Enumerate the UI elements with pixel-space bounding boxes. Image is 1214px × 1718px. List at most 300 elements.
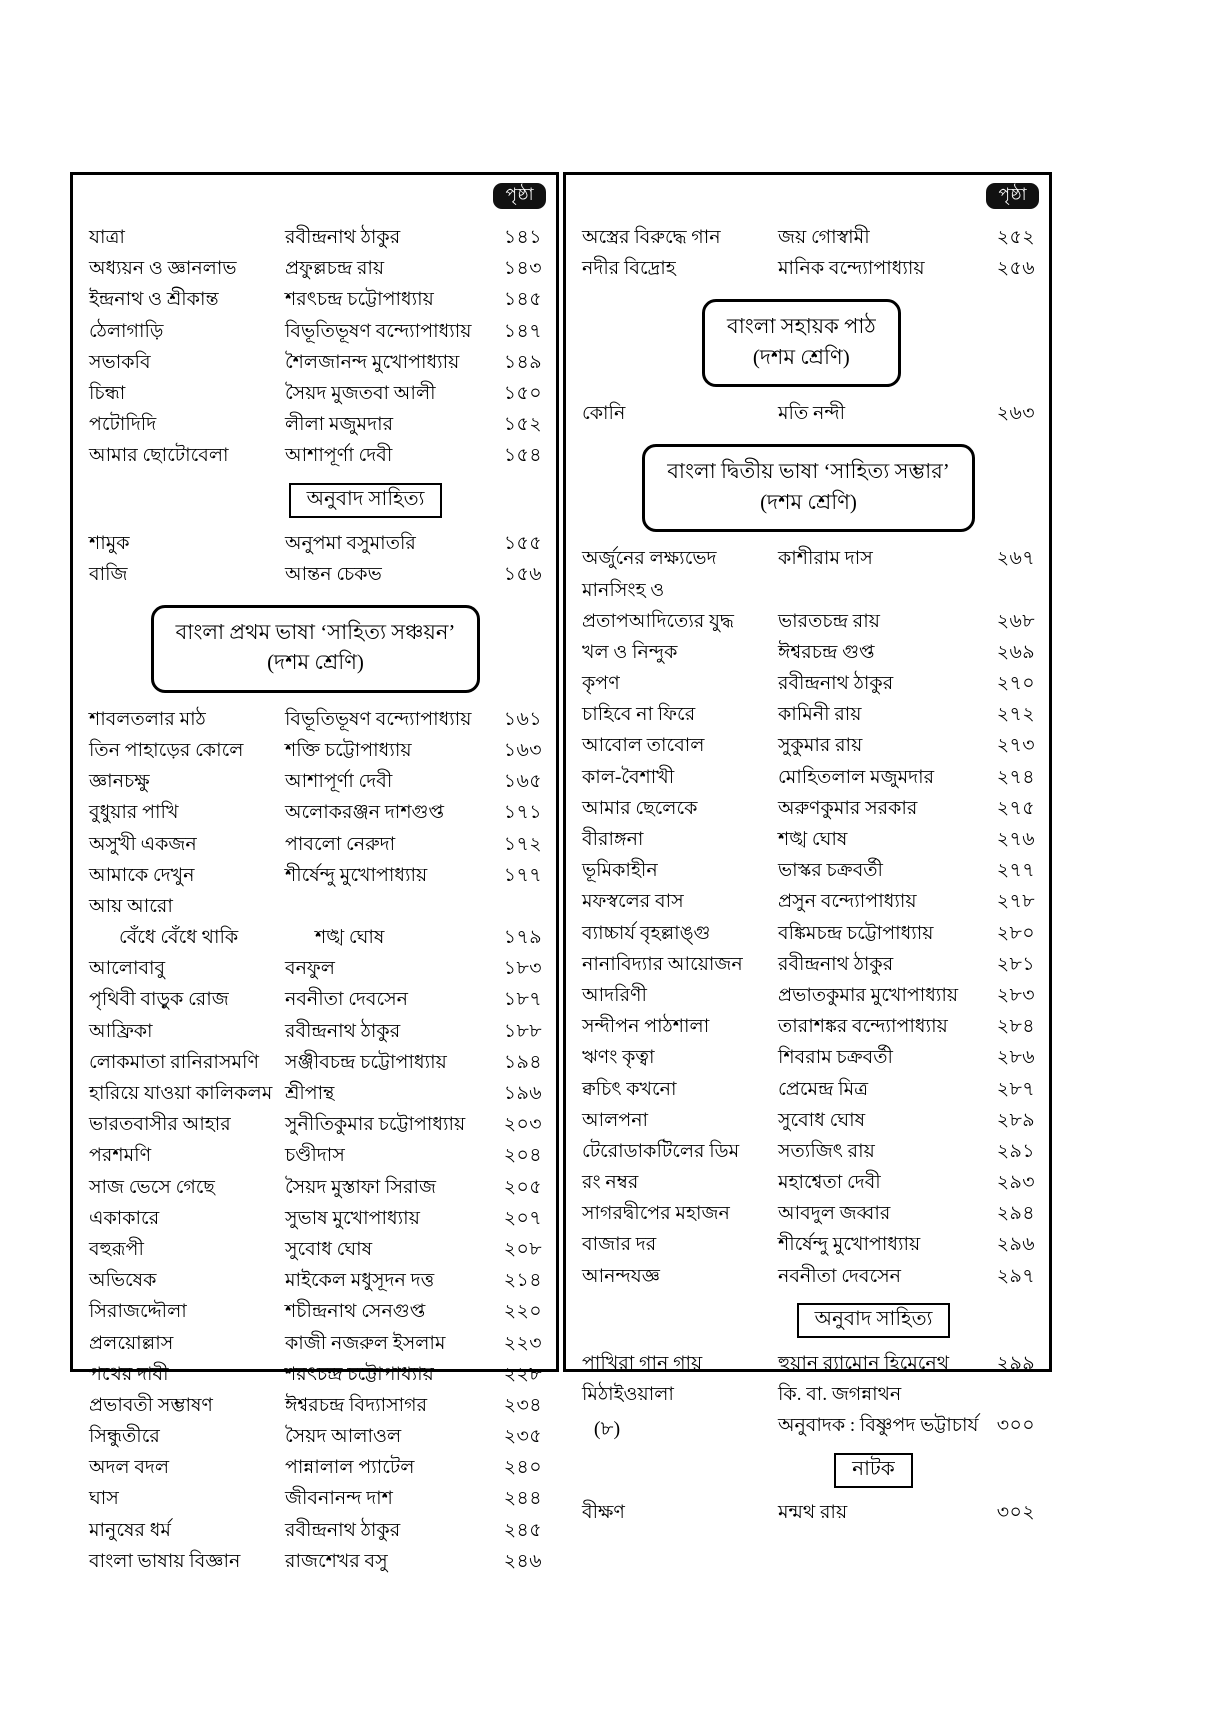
- toc-row-author: মাইকেল মধুসূদন দত্ত: [285, 1270, 435, 1292]
- toc-row: [89, 1141, 542, 1172]
- toc-row-title: আমার ছোটোবেলা: [89, 445, 229, 467]
- toc-row-title: মফস্বলের বাস: [582, 891, 684, 913]
- toc-row: [582, 1349, 1035, 1380]
- toc-row: [89, 1266, 542, 1297]
- toc-row-author: ভাস্কর চক্রবর্তী: [778, 860, 883, 882]
- toc-row-author: চণ্ডীদাস: [285, 1145, 345, 1167]
- page-header-pill-left: পৃষ্ঠা: [493, 183, 546, 209]
- toc-row-title: কাল-বৈশাখী: [582, 766, 675, 788]
- toc-row-page-number: ১৫৫: [503, 532, 542, 554]
- toc-row: [582, 794, 1035, 825]
- page-header-pill-right: পৃষ্ঠা: [986, 183, 1039, 209]
- toc-row-title: ভারতবাসীর আহার: [89, 1114, 231, 1136]
- toc-entry-group: [582, 1498, 1035, 1529]
- toc-row-author: কাশীরাম দাস: [778, 548, 873, 570]
- toc-row-page-number: ১৫২: [503, 414, 542, 436]
- toc-entry-group: [89, 529, 542, 591]
- footer-page-number: (৮): [593, 1418, 621, 1440]
- toc-row: [89, 254, 542, 285]
- toc-row-title: আমাকে দেখুন: [89, 864, 195, 886]
- toc-row: [582, 399, 1035, 430]
- toc-row-page-number: ২৭৬: [996, 829, 1035, 850]
- toc-row: [89, 1547, 542, 1578]
- toc-row-title: কৃপণ: [582, 673, 620, 695]
- toc-row-page-number: ১৭৯: [503, 927, 542, 949]
- toc-row-page-number: ১৪৯: [503, 351, 542, 373]
- toc-row-page-number: ২৮৪: [996, 1016, 1035, 1038]
- toc-row-author: কাজী নজরুল ইসলাম: [285, 1332, 446, 1354]
- toc-row-title: লোকমাতা রানিরাসমণি: [89, 1051, 259, 1073]
- toc-row-page-number: ১৯৪: [503, 1051, 542, 1073]
- toc-row: [89, 441, 542, 472]
- toc-row-page-number: ২৩৪: [503, 1394, 542, 1416]
- toc-row-author: সত্যজিৎ রায়: [778, 1140, 875, 1162]
- toc-row-title: বীরাঙ্গনা: [582, 829, 644, 850]
- toc-row: [582, 607, 1035, 638]
- toc-row-title: বাংলা ভাষায় বিজ্ঞান: [89, 1550, 241, 1572]
- toc-row: [89, 1297, 542, 1328]
- toc-row-title: আলপনা: [582, 1109, 649, 1131]
- toc-row-page-number: ২৮৩: [996, 984, 1035, 1006]
- toc-row-page-number: ১৭২: [503, 833, 542, 855]
- book-title-line1: বাংলা প্রথম ভাষা ‘সাহিত্য সঞ্চয়ন’: [175, 619, 456, 644]
- toc-row-page-number: ২৯১: [996, 1140, 1035, 1162]
- toc-row-author: রবীন্দ্রনাথ ঠাকুর: [285, 1519, 401, 1541]
- toc-row-title: আমার ছেলেকে: [582, 797, 698, 819]
- toc-row: [582, 700, 1035, 731]
- toc-row-title: ক্বচিৎ কখনো: [582, 1078, 677, 1100]
- book-title-box-container: [582, 430, 1035, 544]
- section-label-container: [582, 1293, 1035, 1349]
- toc-row-title: পটোদিদি: [89, 414, 157, 436]
- toc-row: [89, 705, 542, 736]
- toc-row-title: কোনি: [582, 403, 626, 425]
- toc-row-page-number: ১৫৬: [503, 563, 542, 585]
- toc-row-author: সৈয়দ মুজতবা আলী: [285, 382, 436, 404]
- toc-row-page-number: ২০৩: [503, 1114, 542, 1136]
- toc-row-title: ঠেলাগাড়ি: [89, 320, 164, 342]
- book-title-line1: বাংলা সহায়ক পাঠ: [727, 314, 876, 339]
- toc-row-author: শঙ্খ ঘোষ: [315, 927, 385, 949]
- toc-entry-group: [89, 223, 542, 473]
- toc-entry-group: [89, 705, 542, 1578]
- toc-row-author: মন্মথ রায়: [778, 1502, 848, 1524]
- toc-row-author: বঙ্কিমচন্দ্র চট্টোপাধ্যায়: [778, 922, 934, 944]
- toc-row: [582, 825, 1035, 856]
- toc-row-title: আলোবাবু: [89, 958, 166, 980]
- toc-row-title: বীক্ষণ: [582, 1502, 625, 1524]
- toc-row-author: কামিনী রায়: [778, 704, 862, 726]
- toc-row-author: জয় গোস্বামী: [778, 227, 870, 248]
- toc-row-author: আন্তন চেকভ: [285, 563, 382, 585]
- toc-row-author: শচীন্দ্রনাথ সেনগুপ্ত: [285, 1301, 426, 1323]
- toc-body-right: [582, 223, 1035, 1530]
- toc-row: [582, 731, 1035, 762]
- toc-row: [582, 669, 1035, 700]
- toc-row: [89, 1235, 542, 1266]
- toc-row-page-number: ২৬৯: [996, 641, 1035, 663]
- toc-row-title: আদরিণী: [582, 984, 647, 1006]
- toc-row-author: সুকুমার রায়: [778, 735, 863, 757]
- toc-row-page-number: ২৫৬: [996, 258, 1035, 280]
- toc-row: [89, 1484, 542, 1515]
- book-title-box-container: [89, 591, 542, 705]
- toc-row-page-number: ২৮০: [996, 922, 1035, 944]
- toc-row-title: প্রভাবতী সম্ভাষণ: [89, 1394, 213, 1416]
- toc-row-page-number: ২২৩: [503, 1332, 542, 1354]
- toc-row-title: আবোল তাবোল: [582, 735, 705, 757]
- toc-row-page-number: ১৬৫: [503, 771, 542, 793]
- toc-row: [582, 919, 1035, 950]
- toc-row-title: চাহিবে না ফিরে: [582, 704, 696, 726]
- toc-row-title: আফ্রিকা: [89, 1020, 153, 1042]
- toc-row-title: পথের দাবী: [89, 1363, 169, 1385]
- section-label: নাটক: [834, 1453, 913, 1488]
- toc-row-page-number: ২৭২: [996, 704, 1035, 726]
- toc-row-author: সৈয়দ আলাওল: [285, 1426, 402, 1448]
- toc-row: [582, 1043, 1035, 1074]
- toc-row-page-number: ২৯৬: [996, 1234, 1035, 1256]
- toc-row: [582, 1075, 1035, 1106]
- toc-row-page-number: ১৫০: [503, 382, 542, 404]
- toc-row-title: খল ও নিন্দুক: [582, 641, 678, 663]
- toc-row-page-number: ১৪৫: [503, 289, 542, 311]
- toc-row-author: রবীন্দ্রনাথ ঠাকুর: [285, 1020, 401, 1042]
- toc-row-author: মানিক বন্দ্যোপাধ্যায়: [778, 258, 925, 280]
- toc-row-page-number: ১৮৩: [503, 958, 542, 980]
- toc-row-page-number: ২৭০: [996, 673, 1035, 695]
- toc-entry-group: [582, 544, 1035, 1293]
- toc-row-author: সুবোধ ঘোষ: [285, 1238, 373, 1260]
- toc-row-author: কি. বা. জগন্নাথন: [778, 1384, 902, 1405]
- section-label: অনুবাদ সাহিত্য: [797, 1303, 951, 1338]
- toc-row: [89, 1360, 542, 1391]
- book-title-box: [702, 299, 901, 387]
- toc-row-title: প্রলয়োল্লাস: [89, 1332, 174, 1354]
- toc-row-title: তিন পাহাড়ের কোলে: [89, 739, 244, 761]
- toc-row-page-number: ২২৮: [503, 1363, 542, 1385]
- toc-row-title: সাগরদ্বীপের মহাজন: [582, 1203, 730, 1225]
- toc-row-title: হারিয়ে যাওয়া কালিকলম: [89, 1083, 273, 1104]
- toc-row-page-number: ২০৭: [503, 1207, 542, 1229]
- toc-row-author: শিবরাম চক্রবর্তী: [778, 1047, 893, 1069]
- toc-row: [582, 763, 1035, 794]
- toc-row-page-number: ১৮৭: [503, 989, 542, 1011]
- toc-row: [582, 1137, 1035, 1168]
- toc-row: [582, 887, 1035, 918]
- toc-row-title: অসুখী একজন: [89, 833, 197, 855]
- toc-row-author: শরৎচন্দ্র চট্টোপাধ্যায়: [285, 1363, 434, 1385]
- toc-row-author: অনুবাদক : বিষ্ণুপদ ভট্টাচার্য: [778, 1415, 979, 1437]
- toc-row-title: আনন্দযজ্ঞ: [582, 1265, 660, 1287]
- toc-row: [582, 544, 1035, 575]
- toc-row-author: রবীন্দ্রনাথ ঠাকুর: [285, 227, 401, 248]
- toc-row-page-number: ২৮৬: [996, 1047, 1035, 1069]
- toc-row-title: ঋণং কৃত্বা: [582, 1047, 655, 1069]
- book-title-box-container: [582, 285, 1035, 399]
- toc-row: [582, 856, 1035, 887]
- toc-row: [89, 529, 542, 560]
- toc-row: [89, 1516, 542, 1547]
- toc-row-author: মতি নন্দী: [778, 403, 846, 425]
- toc-row-author: রাজশেখর বসু: [285, 1550, 388, 1572]
- toc-row-title: সাজ ভেসে গেছে: [89, 1176, 215, 1198]
- toc-row-author: শীর্ষেন্দু মুখোপাধ্যায়: [285, 864, 428, 886]
- toc-row-author: সুভাষ মুখোপাধ্যায়: [285, 1207, 420, 1229]
- toc-row-author: সুবোধ ঘোষ: [778, 1109, 866, 1131]
- toc-row-author: সুনীতিকুমার চট্টোপাধ্যায়: [285, 1114, 466, 1136]
- toc-row-author: ঈশ্বরচন্দ্র বিদ্যাসাগর: [285, 1394, 428, 1416]
- section-label-container: [582, 1442, 1035, 1498]
- toc-row-title: নদীর বিদ্রোহ: [582, 258, 676, 280]
- toc-row-page-number: ১৬৩: [503, 739, 542, 761]
- toc-row-author: শক্তি চট্টোপাধ্যায়: [285, 739, 412, 761]
- toc-row: [582, 1168, 1035, 1199]
- toc-row-title: একাকারে: [89, 1207, 160, 1229]
- toc-row: [89, 1017, 542, 1048]
- toc-row-page-number: ১৯৬: [503, 1083, 542, 1104]
- toc-row: [582, 1230, 1035, 1261]
- toc-row-page-number: ২০৪: [503, 1145, 542, 1167]
- toc-row-author: ঈশ্বরচন্দ্র গুপ্ত: [778, 641, 875, 663]
- toc-row: [582, 1380, 1035, 1411]
- toc-row: [582, 981, 1035, 1012]
- toc-row-page-number: ২৯৯: [996, 1352, 1035, 1374]
- toc-row-page-number: ২৬৩: [996, 403, 1035, 425]
- toc-row-page-number: ৩০০: [996, 1415, 1035, 1437]
- toc-row: [89, 767, 542, 798]
- toc-row-author: লীলা মজুমদার: [285, 414, 394, 436]
- toc-row-title: প্রতাপআদিত্যের যুদ্ধ: [582, 610, 734, 632]
- toc-row: [582, 1498, 1035, 1529]
- toc-row-page-number: ২১৪: [503, 1270, 542, 1292]
- toc-row-title: অধ্যয়ন ও জ্ঞানলাভ: [89, 258, 237, 280]
- toc-row-title: বাজি: [89, 563, 128, 585]
- toc-row-page-number: ২৭৫: [996, 797, 1035, 819]
- toc-row: [89, 954, 542, 985]
- toc-row-page-number: ২৪৪: [503, 1488, 542, 1510]
- toc-row: [582, 1262, 1035, 1293]
- toc-row-author: মহাশ্বেতা দেবী: [778, 1172, 881, 1194]
- toc-row-page-number: ২৮৯: [996, 1109, 1035, 1131]
- toc-row-page-number: ২৭৩: [996, 735, 1035, 757]
- toc-row-title: শাবলতলার মাঠ: [89, 708, 206, 730]
- toc-row-title: মানুষের ধর্ম: [89, 1519, 171, 1541]
- toc-row-author: শরৎচন্দ্র চট্টোপাধ্যায়: [285, 289, 434, 311]
- toc-row: [89, 861, 542, 892]
- toc-row-page-number: ২৬৮: [996, 610, 1035, 632]
- toc-row-page-number: ২৪০: [503, 1457, 542, 1479]
- toc-row-title: নানাবিদ্যার আয়োজন: [582, 953, 743, 975]
- toc-row-title: রং নম্বর: [582, 1172, 639, 1194]
- toc-row-author: শ্রীপান্থ: [285, 1083, 335, 1104]
- toc-row-author: প্রভাতকুমার মুখোপাধ্যায়: [778, 984, 959, 1006]
- toc-row: [582, 950, 1035, 981]
- toc-columns: [70, 172, 1052, 1572]
- toc-row: [582, 1106, 1035, 1137]
- toc-row-title: সিন্ধুতীরে: [89, 1426, 160, 1448]
- toc-row-author: জীবনানন্দ দাশ: [285, 1488, 393, 1510]
- toc-entry-group: [582, 399, 1035, 430]
- toc-row-title: ইন্দ্রনাথ ও শ্রীকান্ত: [89, 289, 219, 311]
- toc-row: [89, 1453, 542, 1484]
- toc-row: [582, 254, 1035, 285]
- toc-row: [89, 410, 542, 441]
- toc-row: [89, 1110, 542, 1141]
- toc-row-title: অদল বদল: [89, 1457, 170, 1479]
- toc-body-left: [89, 223, 542, 1578]
- toc-row: [89, 1204, 542, 1235]
- toc-row-title: অর্জুনের লক্ষ্যভেদ: [582, 548, 717, 570]
- toc-row-title: অস্ত্রের বিরুদ্ধে গান: [582, 227, 721, 248]
- toc-row: [582, 638, 1035, 669]
- toc-row-page-number: ২৯৩: [996, 1172, 1035, 1194]
- toc-row-page-number: ১৬১: [503, 708, 542, 730]
- toc-row-title: বহুরূপী: [89, 1238, 144, 1260]
- toc-row-author: নবনীতা দেবসেন: [778, 1265, 901, 1287]
- toc-row-page-number: ২৯৭: [996, 1265, 1035, 1287]
- toc-row: [89, 1173, 542, 1204]
- toc-row-author: তারাশঙ্কর বন্দ্যোপাধ্যায়: [778, 1016, 948, 1038]
- toc-row-page-number: ২৭৭: [996, 860, 1035, 882]
- toc-row: [89, 560, 542, 591]
- toc-row: [89, 985, 542, 1016]
- toc-row-page-number: ১৪৭: [503, 320, 542, 342]
- toc-row-title: শামুক: [89, 532, 130, 554]
- toc-row-page-number: ২০৮: [503, 1238, 542, 1260]
- toc-row-author: আশাপূর্ণা দেবী: [285, 445, 393, 467]
- toc-row-title: পাখিরা গান গায়: [582, 1352, 703, 1374]
- toc-row-title: ভূমিকাহীন: [582, 860, 658, 882]
- book-title-line2: (দশম শ্রেণি): [752, 344, 850, 369]
- toc-row: [89, 1329, 542, 1360]
- toc-row-page-number: ২৬৭: [996, 548, 1035, 570]
- toc-row-author: রবীন্দ্রনাথ ঠাকুর: [778, 953, 894, 975]
- toc-row-title: বাজার দর: [582, 1234, 657, 1256]
- toc-row-author: পাবলো নেরুদা: [285, 833, 396, 855]
- toc-row-title: ব্যাচ্চার্য বৃহল্লাঙ্গু: [582, 922, 711, 944]
- toc-row-page-number: ২৪৬: [503, 1550, 542, 1572]
- book-title-line1: বাংলা দ্বিতীয় ভাষা ‘সাহিত্য সম্ভার’: [667, 459, 950, 484]
- toc-row: [89, 317, 542, 348]
- toc-row-page-number: ২০৫: [503, 1176, 542, 1198]
- toc-row-title: মিঠাইওয়ালা: [582, 1384, 674, 1405]
- toc-row: [89, 923, 542, 954]
- toc-row-page-number: ২৫২: [996, 227, 1035, 248]
- toc-row-page-number: ২৩৫: [503, 1426, 542, 1448]
- toc-row-title: জ্ঞানচক্ষু: [89, 771, 150, 793]
- toc-row-author: বনফুল: [285, 958, 335, 980]
- book-title-box: [642, 444, 975, 532]
- toc-row-author: অলোকরঞ্জন দাশগুপ্ত: [285, 802, 445, 824]
- toc-row-page-number: ২৮৭: [996, 1078, 1035, 1100]
- toc-row-author: সঞ্জীবচন্দ্র চট্টোপাধ্যায়: [285, 1051, 447, 1073]
- toc-row-page-number: ২৮১: [996, 953, 1035, 975]
- toc-row-author: শীর্ষেন্দু মুখোপাধ্যায়: [778, 1234, 921, 1256]
- toc-row: [89, 830, 542, 861]
- toc-row-page-number: ২৪৫: [503, 1519, 542, 1541]
- toc-row-title: টেরোডাকটিলের ডিম: [582, 1140, 740, 1162]
- toc-row-title: পৃথিবী বাড়ুক রোজ: [89, 989, 229, 1011]
- toc-row: [582, 576, 1035, 607]
- toc-row-author: পান্নালাল প্যাটেল: [285, 1457, 415, 1479]
- toc-row-author: প্রসুন বন্দ্যোপাধ্যায়: [778, 891, 917, 913]
- toc-row-page-number: ৩০২: [996, 1502, 1035, 1524]
- toc-row-page-number: ২৯৪: [996, 1203, 1035, 1225]
- toc-row-author: সৈয়দ মুস্তাফা সিরাজ: [285, 1176, 436, 1198]
- toc-row-author: শৈলজানন্দ মুখোপাধ্যায়: [285, 351, 460, 373]
- toc-row-author: বিভূতিভূষণ বন্দ্যোপাধ্যায়: [285, 708, 472, 730]
- toc-row: [89, 1048, 542, 1079]
- toc-row-author: আশাপূর্ণা দেবী: [285, 771, 393, 793]
- toc-row-page-number: ১৪১: [503, 227, 542, 248]
- toc-row-title: ঘাস: [89, 1488, 119, 1510]
- toc-row-title: যাত্রা: [89, 227, 125, 248]
- toc-row-author: বিভূতিভূষণ বন্দ্যোপাধ্যায়: [285, 320, 472, 342]
- toc-entry-group: [582, 223, 1035, 285]
- book-title-line2: (দশম শ্রেণি): [760, 489, 857, 514]
- toc-row-author: হুয়ান র‍্যামোন হিমেনেথ: [778, 1352, 950, 1374]
- toc-row: [89, 892, 542, 923]
- book-title-line2: (দশম শ্রেণি): [267, 650, 364, 675]
- toc-column-right: [563, 172, 1052, 1524]
- toc-row: [582, 223, 1035, 254]
- toc-row-title: মানসিংহ ও: [582, 579, 665, 601]
- toc-row-author: প্রফুল্লচন্দ্র রায়: [285, 258, 385, 280]
- toc-row: [582, 1199, 1035, 1230]
- toc-row: [89, 736, 542, 767]
- section-label-container: [89, 473, 542, 529]
- toc-row-author: অরুণকুমার সরকার: [778, 797, 918, 819]
- toc-row-page-number: ১৪৩: [503, 258, 542, 280]
- toc-row-page-number: ২২০: [503, 1301, 542, 1323]
- toc-row-author: ভারতচন্দ্র রায়: [778, 610, 880, 632]
- toc-row-author: অনুপমা বসুমাতরি: [285, 532, 416, 554]
- toc-row-page-number: ২৭৮: [996, 891, 1035, 913]
- toc-row-title: সন্দীপন পাঠশালা: [582, 1016, 710, 1038]
- toc-row: [89, 285, 542, 316]
- toc-row-author: রবীন্দ্রনাথ ঠাকুর: [778, 673, 894, 695]
- book-title-box: [151, 605, 481, 693]
- toc-row-title: সভাকবি: [89, 351, 151, 373]
- toc-row-title: অভিষেক: [89, 1270, 157, 1292]
- section-label: অনুবাদ সাহিত্য: [289, 483, 443, 518]
- toc-row: [89, 1079, 542, 1110]
- toc-row-title: সিরাজদ্দৌলা: [89, 1301, 187, 1323]
- toc-row: [89, 379, 542, 410]
- toc-row-page-number: ১৮৮: [503, 1020, 542, 1042]
- toc-row: [89, 798, 542, 829]
- toc-row: [582, 1012, 1035, 1043]
- toc-row-author: মোহিতলাল মজুমদার: [778, 766, 935, 788]
- toc-row-page-number: ১৭৭: [503, 864, 542, 886]
- toc-row-title: পরশমণি: [89, 1145, 152, 1167]
- toc-row-page-number: ২৭৪: [996, 766, 1035, 788]
- toc-row-author: শঙ্খ ঘোষ: [778, 829, 848, 850]
- toc-row: [89, 348, 542, 379]
- toc-row-title: চিন্ধা: [89, 382, 126, 404]
- toc-row-author: প্রেমেন্দ্র মিত্র: [778, 1078, 869, 1100]
- toc-column-left: [70, 172, 559, 1572]
- toc-row-page-number: ১৫৪: [503, 445, 542, 467]
- toc-row-title: বেঁধে বেঁধে থাকি: [119, 927, 239, 949]
- toc-row-page-number: ১৭১: [503, 802, 542, 824]
- toc-row-title: আয় আরো: [89, 895, 173, 917]
- toc-row: [89, 223, 542, 254]
- toc-row-author: আবদুল জব্বার: [778, 1203, 891, 1225]
- toc-row-author: নবনীতা দেবসেন: [285, 989, 408, 1011]
- toc-row-title: বুধুয়ার পাখি: [89, 802, 179, 824]
